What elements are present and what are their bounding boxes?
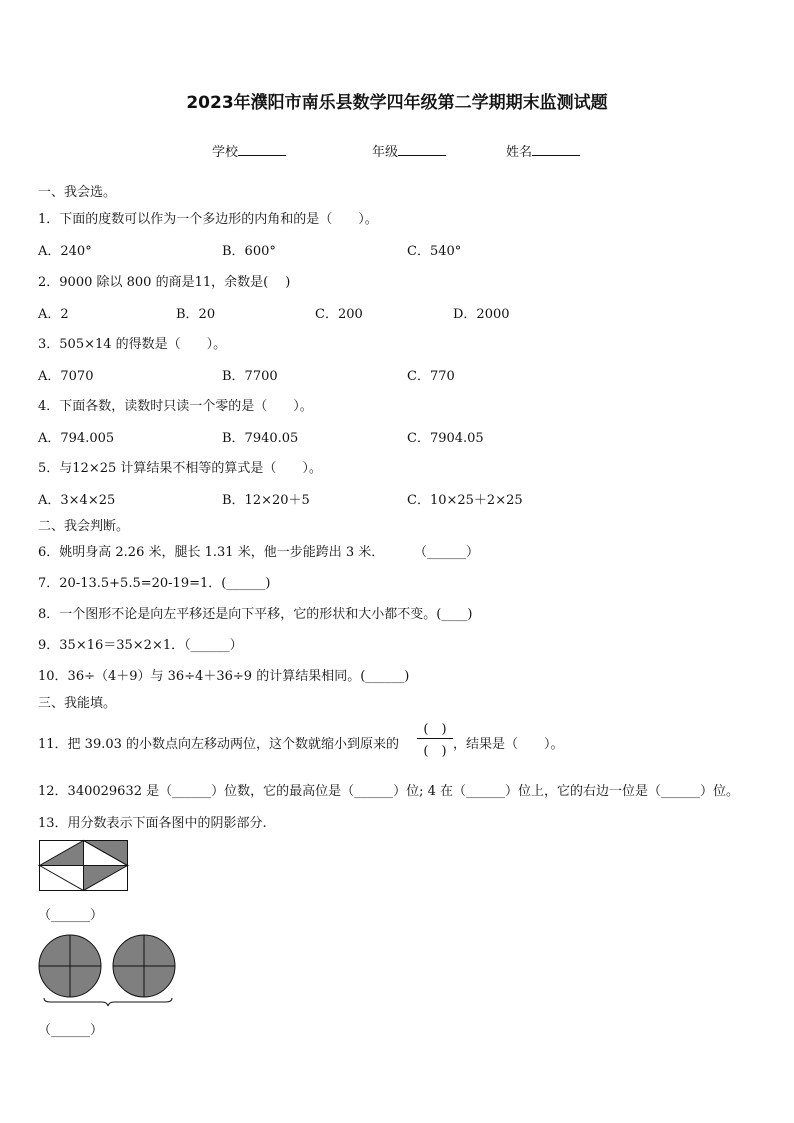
question-11: 11．把 39.03 的小数点向左移动两位，这个数就缩小到原来的 [38, 737, 400, 752]
section-heading-3: 三、我能填。 [38, 696, 117, 711]
shaded-rectangle-figure [39, 840, 128, 891]
section-heading-1: 一、我会选。 [38, 185, 117, 200]
question-2: 2．9000 除以 800 的商是11，余数是( ) [38, 275, 291, 290]
q2-option-c[interactable]: C．200 [315, 307, 363, 322]
q4-option-a[interactable]: A．794.005 [38, 431, 115, 446]
q2-option-a[interactable]: A．2 [38, 307, 69, 322]
q11-numerator[interactable]: ( ) [423, 722, 447, 737]
q3-option-b[interactable]: B．7700 [222, 369, 278, 384]
name-field[interactable] [506, 141, 580, 160]
school-label: 学校 [212, 145, 239, 160]
school-field[interactable] [212, 141, 286, 160]
section-heading-2: 二、我会判断。 [38, 519, 130, 534]
grade-blank[interactable] [398, 142, 446, 156]
fraction-bar [417, 738, 453, 739]
name-label: 姓名 [506, 145, 533, 160]
q3-option-c[interactable]: C．770 [407, 369, 455, 384]
q3-option-a[interactable]: A．7070 [38, 369, 94, 384]
q11-denominator[interactable]: ( ) [423, 744, 447, 759]
question-1: 1．下面的度数可以作为一个多边形的内角和的是（ ）。 [38, 212, 378, 227]
q5-option-b[interactable]: B．12×20＋5 [222, 493, 310, 508]
q1-option-b[interactable]: B．600° [222, 244, 276, 259]
q4-option-c[interactable]: C．7904.05 [407, 431, 484, 446]
shaded-circles-figure [38, 934, 178, 1006]
q2-option-b[interactable]: B．20 [176, 307, 216, 322]
question-10: 10．36÷（4＋9）与 36÷4＋36÷9 的计算结果相同。(______) [38, 669, 410, 684]
question-3: 3．505×14 的得数是（ ）。 [38, 337, 227, 352]
question-5: 5．与12×25 计算结果不相等的算式是（ ）。 [38, 461, 322, 476]
q6-answer-blank[interactable]: （______） [414, 545, 480, 560]
q5-option-c[interactable]: C．10×25＋2×25 [407, 493, 523, 508]
q13-answer-2[interactable]: （______） [38, 1023, 104, 1038]
q5-option-a[interactable]: A．3×4×25 [38, 493, 116, 508]
grade-field[interactable] [372, 141, 446, 160]
question-12: 12．340029632 是（______）位数，它的最高位是（______）位; 4 在（______）位上，它的右边一位是（______）位。 [38, 784, 740, 799]
q11-tail: ，结果是（ ）。 [453, 737, 564, 752]
q13-answer-1[interactable]: （______） [38, 908, 104, 923]
question-7: 7．20-13.5+5.5=20-19=1．(______) [38, 576, 271, 591]
q4-option-b[interactable]: B．7940.05 [222, 431, 299, 446]
question-13: 13．用分数表示下面各图中的阴影部分. [38, 816, 267, 831]
q1-option-a[interactable]: A．240° [38, 244, 92, 259]
grade-label: 年级 [372, 145, 399, 160]
question-9: 9．35×16＝35×2×1．（______） [38, 638, 243, 653]
page-title: 2023年濮阳市南乐县数学四年级第二学期期末监测试题 [186, 93, 608, 113]
question-8: 8．一个图形不论是向左平移还是向下平移，它的形状和大小都不变。(____) [38, 607, 473, 622]
q11-fraction[interactable] [417, 718, 453, 759]
question-6: 6．姚明身高 2.26 米，腿长 1.31 米，他一步能跨出 3 米． [38, 545, 385, 560]
name-blank[interactable] [532, 142, 580, 156]
question-4: 4．下面各数，读数时只读一个零的是（ ）。 [38, 399, 313, 414]
q2-option-d[interactable]: D．2000 [453, 307, 510, 322]
q1-option-c[interactable]: C．540° [407, 244, 462, 259]
school-blank[interactable] [238, 142, 286, 156]
